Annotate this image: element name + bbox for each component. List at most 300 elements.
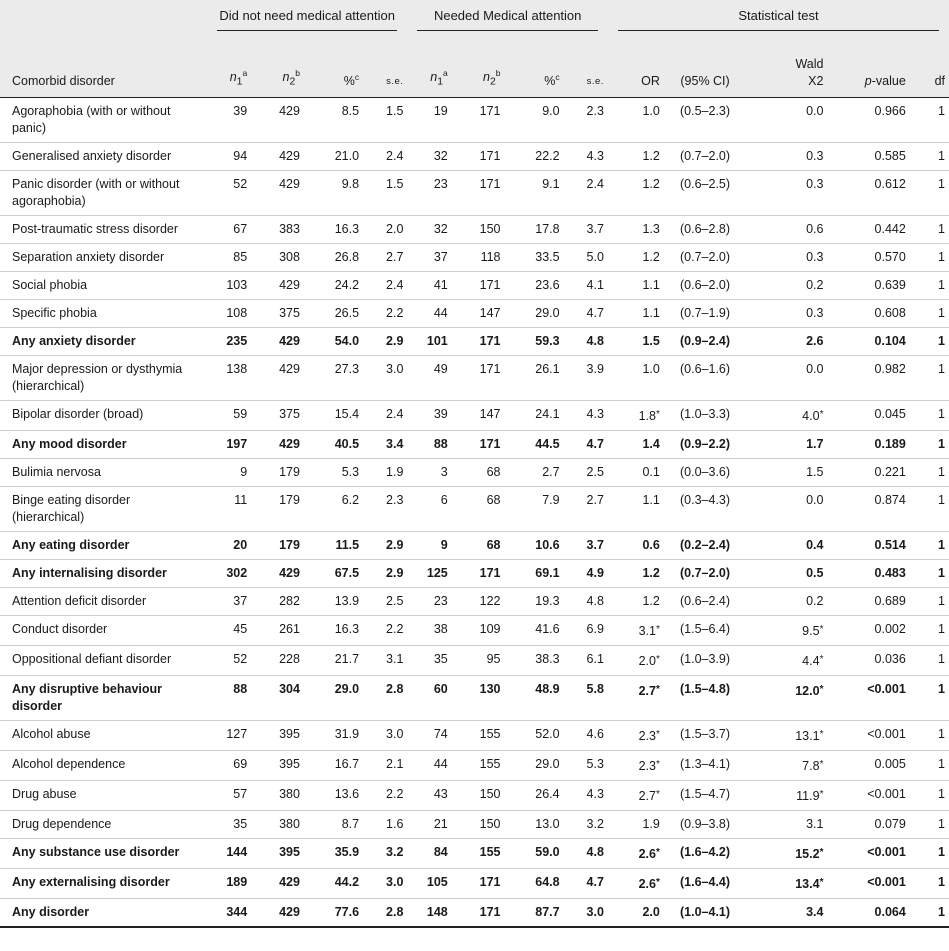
cell-confidence-interval: (0.7–2.0)	[664, 244, 746, 272]
cell-pct-needed-attention: 64.8	[505, 869, 564, 899]
cell-disorder: Alcohol abuse	[0, 721, 207, 751]
cell-n2-no-attention: 308	[251, 244, 304, 272]
cell-n1-no-attention: 302	[207, 560, 251, 588]
cell-df: 1	[910, 616, 949, 646]
cell-se-no-attention: 1.6	[363, 811, 407, 839]
cell-confidence-interval: (1.6–4.2)	[664, 839, 746, 869]
cell-wald-chi2: 0.0	[746, 98, 827, 143]
table-row	[0, 143, 949, 171]
cell-n2-needed-attention: 171	[452, 560, 505, 588]
cell-wald-chi2: 4.4*	[746, 646, 827, 676]
cell-wald-chi2: 0.0	[746, 356, 827, 401]
cell-odds-ratio: 1.5	[608, 328, 664, 356]
cell-n1-needed-attention: 125	[407, 560, 451, 588]
cell-se-no-attention: 2.7	[363, 244, 407, 272]
cell-se-no-attention: 2.9	[363, 328, 407, 356]
cell-pct-no-attention: 27.3	[304, 356, 363, 401]
cell-n1-needed-attention: 88	[407, 431, 451, 459]
cell-se-no-attention: 3.0	[363, 721, 407, 751]
cell-n2-needed-attention: 171	[452, 899, 505, 928]
cell-n2-needed-attention: 155	[452, 751, 505, 781]
cell-pct-no-attention: 40.5	[304, 431, 363, 459]
table-row	[0, 98, 949, 143]
cell-df: 1	[910, 328, 949, 356]
cell-wald-chi2: 0.6	[746, 216, 827, 244]
cell-n1-needed-attention: 23	[407, 588, 451, 616]
cell-pct-no-attention: 24.2	[304, 272, 363, 300]
cell-disorder: Any internalising disorder	[0, 560, 207, 588]
cell-p-value: 0.639	[827, 272, 909, 300]
cell-wald-chi2: 7.8*	[746, 751, 827, 781]
cell-n2-no-attention: 429	[251, 98, 304, 143]
cell-disorder: Any disorder	[0, 899, 207, 928]
cell-odds-ratio: 1.1	[608, 272, 664, 300]
cell-n2-no-attention: 179	[251, 532, 304, 560]
cell-odds-ratio: 2.6*	[608, 839, 664, 869]
cell-se-needed-attention: 4.9	[564, 560, 608, 588]
cell-odds-ratio: 1.2	[608, 143, 664, 171]
cell-n1-no-attention: 35	[207, 811, 251, 839]
cell-disorder: Bulimia nervosa	[0, 459, 207, 487]
cell-confidence-interval: (0.2–2.4)	[664, 532, 746, 560]
cell-pct-needed-attention: 48.9	[505, 676, 564, 721]
cell-p-value: 0.982	[827, 356, 909, 401]
cell-df: 1	[910, 839, 949, 869]
cell-confidence-interval: (1.3–4.1)	[664, 751, 746, 781]
cell-p-value: 0.514	[827, 532, 909, 560]
cell-n2-no-attention: 395	[251, 721, 304, 751]
cell-pct-needed-attention: 10.6	[505, 532, 564, 560]
cell-n1-needed-attention: 23	[407, 171, 451, 216]
cell-n2-no-attention: 282	[251, 588, 304, 616]
cell-n1-needed-attention: 60	[407, 676, 451, 721]
cell-odds-ratio: 2.7*	[608, 781, 664, 811]
cell-df: 1	[910, 588, 949, 616]
cell-p-value: 0.036	[827, 646, 909, 676]
cell-pct-no-attention: 16.3	[304, 216, 363, 244]
cell-se-no-attention: 1.5	[363, 171, 407, 216]
table-row	[0, 781, 949, 811]
cell-wald-chi2: 0.3	[746, 244, 827, 272]
cell-n2-no-attention: 179	[251, 487, 304, 532]
cell-n2-no-attention: 429	[251, 171, 304, 216]
table-row	[0, 869, 949, 899]
cell-disorder: Attention deficit disorder	[0, 588, 207, 616]
col-header-n2: $n_2^b$	[251, 34, 304, 98]
table-row	[0, 588, 949, 616]
cell-n1-no-attention: 197	[207, 431, 251, 459]
cell-n2-needed-attention: 155	[452, 839, 505, 869]
col-header-n1-b: $n_1^a$	[407, 34, 451, 98]
significance-star: *	[655, 729, 660, 740]
significance-star: *	[819, 789, 824, 800]
cell-pct-no-attention: 16.7	[304, 751, 363, 781]
cell-df: 1	[910, 899, 949, 928]
cell-pct-no-attention: 8.5	[304, 98, 363, 143]
cell-n2-needed-attention: 147	[452, 300, 505, 328]
col-header-wald: Wald X2	[746, 34, 827, 98]
cell-se-no-attention: 3.0	[363, 869, 407, 899]
cell-n2-needed-attention: 171	[452, 869, 505, 899]
cell-se-needed-attention: 4.3	[564, 781, 608, 811]
cell-pct-no-attention: 13.6	[304, 781, 363, 811]
cell-pct-no-attention: 26.5	[304, 300, 363, 328]
cell-n1-no-attention: 88	[207, 676, 251, 721]
cell-n1-needed-attention: 43	[407, 781, 451, 811]
cell-pct-no-attention: 13.9	[304, 588, 363, 616]
cell-df: 1	[910, 487, 949, 532]
cell-se-no-attention: 3.1	[363, 646, 407, 676]
cell-n2-no-attention: 375	[251, 300, 304, 328]
cell-se-no-attention: 2.2	[363, 781, 407, 811]
cell-n2-no-attention: 383	[251, 216, 304, 244]
cell-odds-ratio: 1.1	[608, 487, 664, 532]
cell-pct-no-attention: 5.3	[304, 459, 363, 487]
cell-n1-needed-attention: 74	[407, 721, 451, 751]
cell-wald-chi2: 0.2	[746, 272, 827, 300]
cell-df: 1	[910, 751, 949, 781]
cell-pct-needed-attention: 7.9	[505, 487, 564, 532]
cell-odds-ratio: 2.0	[608, 899, 664, 928]
cell-pct-no-attention: 67.5	[304, 560, 363, 588]
cell-p-value: <0.001	[827, 676, 909, 721]
cell-disorder: Bipolar disorder (broad)	[0, 401, 207, 431]
col-header-se: s.e.	[363, 34, 407, 98]
cell-se-no-attention: 3.0	[363, 356, 407, 401]
cell-wald-chi2: 3.4	[746, 899, 827, 928]
cell-p-value: 0.189	[827, 431, 909, 459]
cell-disorder: Post-traumatic stress disorder	[0, 216, 207, 244]
cell-confidence-interval: (1.5–4.8)	[664, 676, 746, 721]
cell-n2-no-attention: 395	[251, 839, 304, 869]
cell-n2-needed-attention: 150	[452, 811, 505, 839]
significance-star: *	[819, 409, 824, 420]
col-header-df: df	[910, 34, 949, 98]
table-row	[0, 616, 949, 646]
cell-n2-no-attention: 380	[251, 781, 304, 811]
cell-odds-ratio: 1.0	[608, 356, 664, 401]
cell-pct-needed-attention: 26.1	[505, 356, 564, 401]
table-row	[0, 560, 949, 588]
cell-pct-no-attention: 11.5	[304, 532, 363, 560]
cell-wald-chi2: 13.1*	[746, 721, 827, 751]
cell-n1-needed-attention: 32	[407, 216, 451, 244]
cell-p-value: 0.689	[827, 588, 909, 616]
cell-pct-needed-attention: 59.0	[505, 839, 564, 869]
cell-n2-no-attention: 304	[251, 676, 304, 721]
table-row	[0, 532, 949, 560]
cell-n1-needed-attention: 38	[407, 616, 451, 646]
cell-p-value: <0.001	[827, 721, 909, 751]
cell-pct-no-attention: 29.0	[304, 676, 363, 721]
cell-disorder: Any substance use disorder	[0, 839, 207, 869]
group-header-blank	[0, 0, 207, 34]
cell-n1-needed-attention: 105	[407, 869, 451, 899]
significance-star: *	[655, 624, 660, 635]
cell-se-no-attention: 2.2	[363, 300, 407, 328]
cell-confidence-interval: (0.5–2.3)	[664, 98, 746, 143]
significance-star: *	[819, 759, 824, 770]
cell-disorder: Binge eating disorder (hierarchical)	[0, 487, 207, 532]
cell-pct-no-attention: 21.7	[304, 646, 363, 676]
cell-odds-ratio: 2.7*	[608, 676, 664, 721]
cell-disorder: Major depression or dysthymia (hierarchical)	[0, 356, 207, 401]
cell-confidence-interval: (0.6–2.5)	[664, 171, 746, 216]
cell-confidence-interval: (0.9–2.4)	[664, 328, 746, 356]
cell-n1-no-attention: 52	[207, 646, 251, 676]
cell-n1-needed-attention: 37	[407, 244, 451, 272]
cell-pct-needed-attention: 17.8	[505, 216, 564, 244]
cell-df: 1	[910, 721, 949, 751]
cell-n2-needed-attention: 109	[452, 616, 505, 646]
cell-p-value: 0.221	[827, 459, 909, 487]
cell-se-needed-attention: 3.0	[564, 899, 608, 928]
table-body	[0, 98, 949, 928]
cell-se-needed-attention: 5.3	[564, 751, 608, 781]
cell-disorder: Any mood disorder	[0, 431, 207, 459]
cell-pct-no-attention: 54.0	[304, 328, 363, 356]
cell-df: 1	[910, 431, 949, 459]
cell-n1-no-attention: 9	[207, 459, 251, 487]
cell-confidence-interval: (0.3–4.3)	[664, 487, 746, 532]
cell-odds-ratio: 1.2	[608, 560, 664, 588]
cell-wald-chi2: 0.3	[746, 143, 827, 171]
cell-wald-chi2: 13.4*	[746, 869, 827, 899]
cell-se-no-attention: 2.8	[363, 676, 407, 721]
cell-odds-ratio: 2.3*	[608, 751, 664, 781]
cell-se-no-attention: 2.5	[363, 588, 407, 616]
table-row	[0, 487, 949, 532]
group-header-row	[0, 0, 949, 34]
cell-se-no-attention: 1.5	[363, 98, 407, 143]
cell-n2-needed-attention: 171	[452, 171, 505, 216]
cell-n1-needed-attention: 44	[407, 300, 451, 328]
cell-n2-no-attention: 395	[251, 751, 304, 781]
cell-disorder: Social phobia	[0, 272, 207, 300]
cell-pct-no-attention: 31.9	[304, 721, 363, 751]
cell-n2-no-attention: 380	[251, 811, 304, 839]
cell-disorder: Alcohol dependence	[0, 751, 207, 781]
cell-pct-needed-attention: 33.5	[505, 244, 564, 272]
cell-odds-ratio: 1.9	[608, 811, 664, 839]
cell-se-needed-attention: 4.3	[564, 143, 608, 171]
cell-n1-no-attention: 59	[207, 401, 251, 431]
cell-odds-ratio: 1.1	[608, 300, 664, 328]
cell-pct-needed-attention: 44.5	[505, 431, 564, 459]
cell-p-value: 0.966	[827, 98, 909, 143]
cell-n2-needed-attention: 171	[452, 356, 505, 401]
cell-p-value: 0.045	[827, 401, 909, 431]
cell-confidence-interval: (0.9–2.2)	[664, 431, 746, 459]
table-row	[0, 431, 949, 459]
cell-se-no-attention: 2.4	[363, 272, 407, 300]
cell-df: 1	[910, 532, 949, 560]
cell-se-needed-attention: 5.8	[564, 676, 608, 721]
cell-disorder: Drug dependence	[0, 811, 207, 839]
cell-df: 1	[910, 300, 949, 328]
cell-se-no-attention: 3.2	[363, 839, 407, 869]
cell-p-value: 0.079	[827, 811, 909, 839]
cell-n2-needed-attention: 68	[452, 459, 505, 487]
table-row	[0, 751, 949, 781]
table-row	[0, 216, 949, 244]
cell-pct-needed-attention: 19.3	[505, 588, 564, 616]
cell-disorder: Conduct disorder	[0, 616, 207, 646]
cell-df: 1	[910, 272, 949, 300]
cell-confidence-interval: (1.5–4.7)	[664, 781, 746, 811]
significance-star: *	[819, 847, 824, 858]
table-row	[0, 356, 949, 401]
cell-pct-needed-attention: 22.2	[505, 143, 564, 171]
significance-star: *	[655, 789, 660, 800]
cell-se-needed-attention: 2.3	[564, 98, 608, 143]
cell-n1-needed-attention: 6	[407, 487, 451, 532]
cell-wald-chi2: 2.6	[746, 328, 827, 356]
cell-confidence-interval: (0.6–2.0)	[664, 272, 746, 300]
cell-se-needed-attention: 6.9	[564, 616, 608, 646]
cell-pct-needed-attention: 29.0	[505, 751, 564, 781]
cell-confidence-interval: (0.6–1.6)	[664, 356, 746, 401]
cell-df: 1	[910, 401, 949, 431]
cell-n2-needed-attention: 147	[452, 401, 505, 431]
cell-odds-ratio: 1.8*	[608, 401, 664, 431]
cell-confidence-interval: (0.7–1.9)	[664, 300, 746, 328]
cell-wald-chi2: 15.2*	[746, 839, 827, 869]
cell-odds-ratio: 2.0*	[608, 646, 664, 676]
cell-confidence-interval: (1.0–3.9)	[664, 646, 746, 676]
cell-n1-needed-attention: 44	[407, 751, 451, 781]
table-row	[0, 676, 949, 721]
significance-star: *	[655, 654, 660, 665]
cell-n1-no-attention: 85	[207, 244, 251, 272]
cell-pct-no-attention: 77.6	[304, 899, 363, 928]
cell-se-needed-attention: 4.7	[564, 869, 608, 899]
table-row	[0, 646, 949, 676]
cell-odds-ratio: 1.0	[608, 98, 664, 143]
significance-star: *	[655, 409, 660, 420]
cell-disorder: Oppositional defiant disorder	[0, 646, 207, 676]
cell-se-needed-attention: 4.8	[564, 839, 608, 869]
table-row	[0, 272, 949, 300]
cell-n1-needed-attention: 21	[407, 811, 451, 839]
cell-n1-needed-attention: 35	[407, 646, 451, 676]
significance-star: *	[655, 684, 660, 695]
cell-pct-no-attention: 26.8	[304, 244, 363, 272]
significance-star: *	[655, 847, 660, 858]
cell-n1-needed-attention: 19	[407, 98, 451, 143]
cell-pct-needed-attention: 23.6	[505, 272, 564, 300]
cell-n1-no-attention: 103	[207, 272, 251, 300]
cell-n1-needed-attention: 32	[407, 143, 451, 171]
cell-confidence-interval: (1.5–3.7)	[664, 721, 746, 751]
table-row	[0, 721, 949, 751]
group-header-no-attention: Did not need medical attention	[207, 0, 408, 34]
cell-odds-ratio: 2.6*	[608, 869, 664, 899]
cell-df: 1	[910, 216, 949, 244]
cell-df: 1	[910, 244, 949, 272]
table-row	[0, 839, 949, 869]
cell-df: 1	[910, 676, 949, 721]
cell-wald-chi2: 12.0*	[746, 676, 827, 721]
cell-se-needed-attention: 4.1	[564, 272, 608, 300]
significance-star: *	[819, 729, 824, 740]
col-header-or: OR	[608, 34, 664, 98]
cell-se-no-attention: 2.8	[363, 899, 407, 928]
cell-n2-needed-attention: 171	[452, 143, 505, 171]
cell-df: 1	[910, 143, 949, 171]
cell-wald-chi2: 0.2	[746, 588, 827, 616]
cell-p-value: 0.483	[827, 560, 909, 588]
cell-p-value: <0.001	[827, 781, 909, 811]
cell-n1-needed-attention: 3	[407, 459, 451, 487]
col-header-n2-b: $n_2^b$	[452, 34, 505, 98]
cell-pct-needed-attention: 52.0	[505, 721, 564, 751]
cell-confidence-interval: (0.6–2.8)	[664, 216, 746, 244]
cell-n1-no-attention: 138	[207, 356, 251, 401]
cell-n2-no-attention: 429	[251, 560, 304, 588]
cell-df: 1	[910, 869, 949, 899]
cell-p-value: 0.064	[827, 899, 909, 928]
cell-n1-no-attention: 11	[207, 487, 251, 532]
cell-disorder: Any externalising disorder	[0, 869, 207, 899]
cell-disorder: Any disruptive behaviour disorder	[0, 676, 207, 721]
cell-wald-chi2: 0.0	[746, 487, 827, 532]
cell-wald-chi2: 1.7	[746, 431, 827, 459]
table-row	[0, 899, 949, 928]
cell-se-needed-attention: 4.8	[564, 328, 608, 356]
cell-n2-no-attention: 429	[251, 328, 304, 356]
cell-pct-no-attention: 44.2	[304, 869, 363, 899]
cell-p-value: 0.608	[827, 300, 909, 328]
cell-n1-no-attention: 57	[207, 781, 251, 811]
cell-se-needed-attention: 5.0	[564, 244, 608, 272]
cell-n1-no-attention: 52	[207, 171, 251, 216]
cell-n2-needed-attention: 68	[452, 532, 505, 560]
cell-odds-ratio: 1.2	[608, 588, 664, 616]
cell-n1-no-attention: 20	[207, 532, 251, 560]
col-header-disorder: Comorbid disorder	[0, 34, 207, 98]
cell-n2-needed-attention: 122	[452, 588, 505, 616]
cell-odds-ratio: 3.1*	[608, 616, 664, 646]
cell-wald-chi2: 0.3	[746, 300, 827, 328]
cell-pct-no-attention: 8.7	[304, 811, 363, 839]
cell-pct-needed-attention: 2.7	[505, 459, 564, 487]
cell-n1-no-attention: 94	[207, 143, 251, 171]
cell-se-no-attention: 2.9	[363, 560, 407, 588]
cell-pct-needed-attention: 26.4	[505, 781, 564, 811]
cell-p-value: 0.570	[827, 244, 909, 272]
col-header-ci: (95% CI)	[664, 34, 746, 98]
cell-odds-ratio: 2.3*	[608, 721, 664, 751]
table-row	[0, 459, 949, 487]
cell-n2-no-attention: 179	[251, 459, 304, 487]
cell-pct-needed-attention: 87.7	[505, 899, 564, 928]
cell-confidence-interval: (0.6–2.4)	[664, 588, 746, 616]
cell-se-needed-attention: 3.7	[564, 532, 608, 560]
cell-wald-chi2: 1.5	[746, 459, 827, 487]
cell-pct-no-attention: 6.2	[304, 487, 363, 532]
cell-n2-no-attention: 228	[251, 646, 304, 676]
cell-se-no-attention: 1.9	[363, 459, 407, 487]
table-row	[0, 328, 949, 356]
cell-n2-needed-attention: 171	[452, 431, 505, 459]
group-header-needed-attention: Needed Medical attention	[407, 0, 608, 34]
cell-p-value: 0.002	[827, 616, 909, 646]
cell-se-no-attention: 2.4	[363, 401, 407, 431]
cell-n1-no-attention: 45	[207, 616, 251, 646]
cell-odds-ratio: 1.2	[608, 244, 664, 272]
cell-n2-no-attention: 429	[251, 143, 304, 171]
